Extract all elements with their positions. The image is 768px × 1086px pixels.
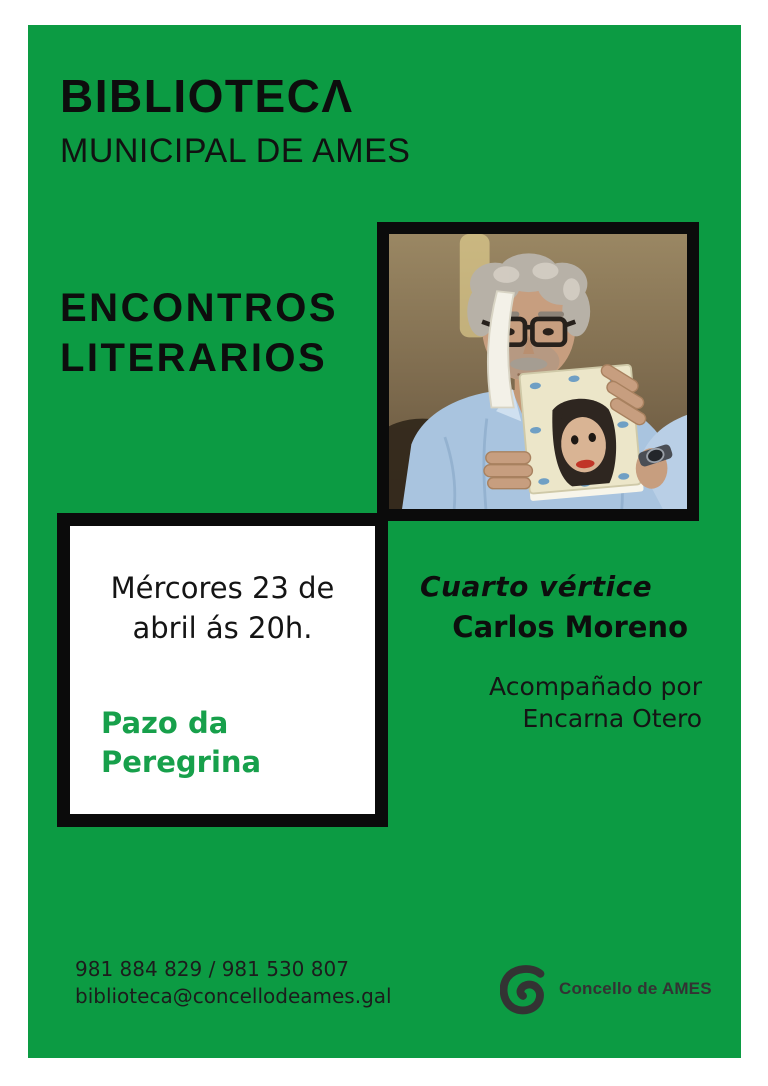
companion-line1: Acompañado por xyxy=(489,672,702,701)
author-holding-book-photo xyxy=(389,234,687,509)
email-address: biblioteca@concellodeames.gal xyxy=(75,984,392,1008)
phone-numbers: 981 884 829 / 981 530 807 xyxy=(75,957,349,981)
event-title-line2: LITERARIOS xyxy=(60,336,328,380)
book-title: Cuarto vértice xyxy=(420,570,653,603)
event-venue xyxy=(70,704,375,782)
event-date-line2: abril ás 20h. xyxy=(132,611,313,645)
companion-line2: Encarna Otero xyxy=(522,704,702,733)
council-name: Concello de AMES xyxy=(559,979,712,998)
companion-text xyxy=(420,671,702,735)
event-title-line1: ENCONTROS xyxy=(60,286,339,330)
library-brand-title: BIBLIOTECΛ xyxy=(60,70,354,122)
event-date-line1: Mércores 23 de xyxy=(110,571,335,605)
event-details-box xyxy=(57,513,388,827)
book-author: Carlos Moreno xyxy=(452,610,688,644)
library-brand xyxy=(60,69,410,171)
event-datetime xyxy=(70,568,375,648)
concello-ames-spiral-a-icon xyxy=(500,963,546,1015)
event-venue-line2: Peregrina xyxy=(101,745,262,779)
poster-canvas xyxy=(28,25,741,1058)
council-brand xyxy=(500,963,712,1015)
library-brand-subtitle: MUNICIPAL DE AMES xyxy=(60,132,411,170)
event-title xyxy=(60,283,338,383)
book-info xyxy=(420,570,702,735)
event-venue-line1: Pazo da xyxy=(101,706,229,740)
contact-info xyxy=(75,956,392,1010)
author-photo xyxy=(377,222,699,521)
